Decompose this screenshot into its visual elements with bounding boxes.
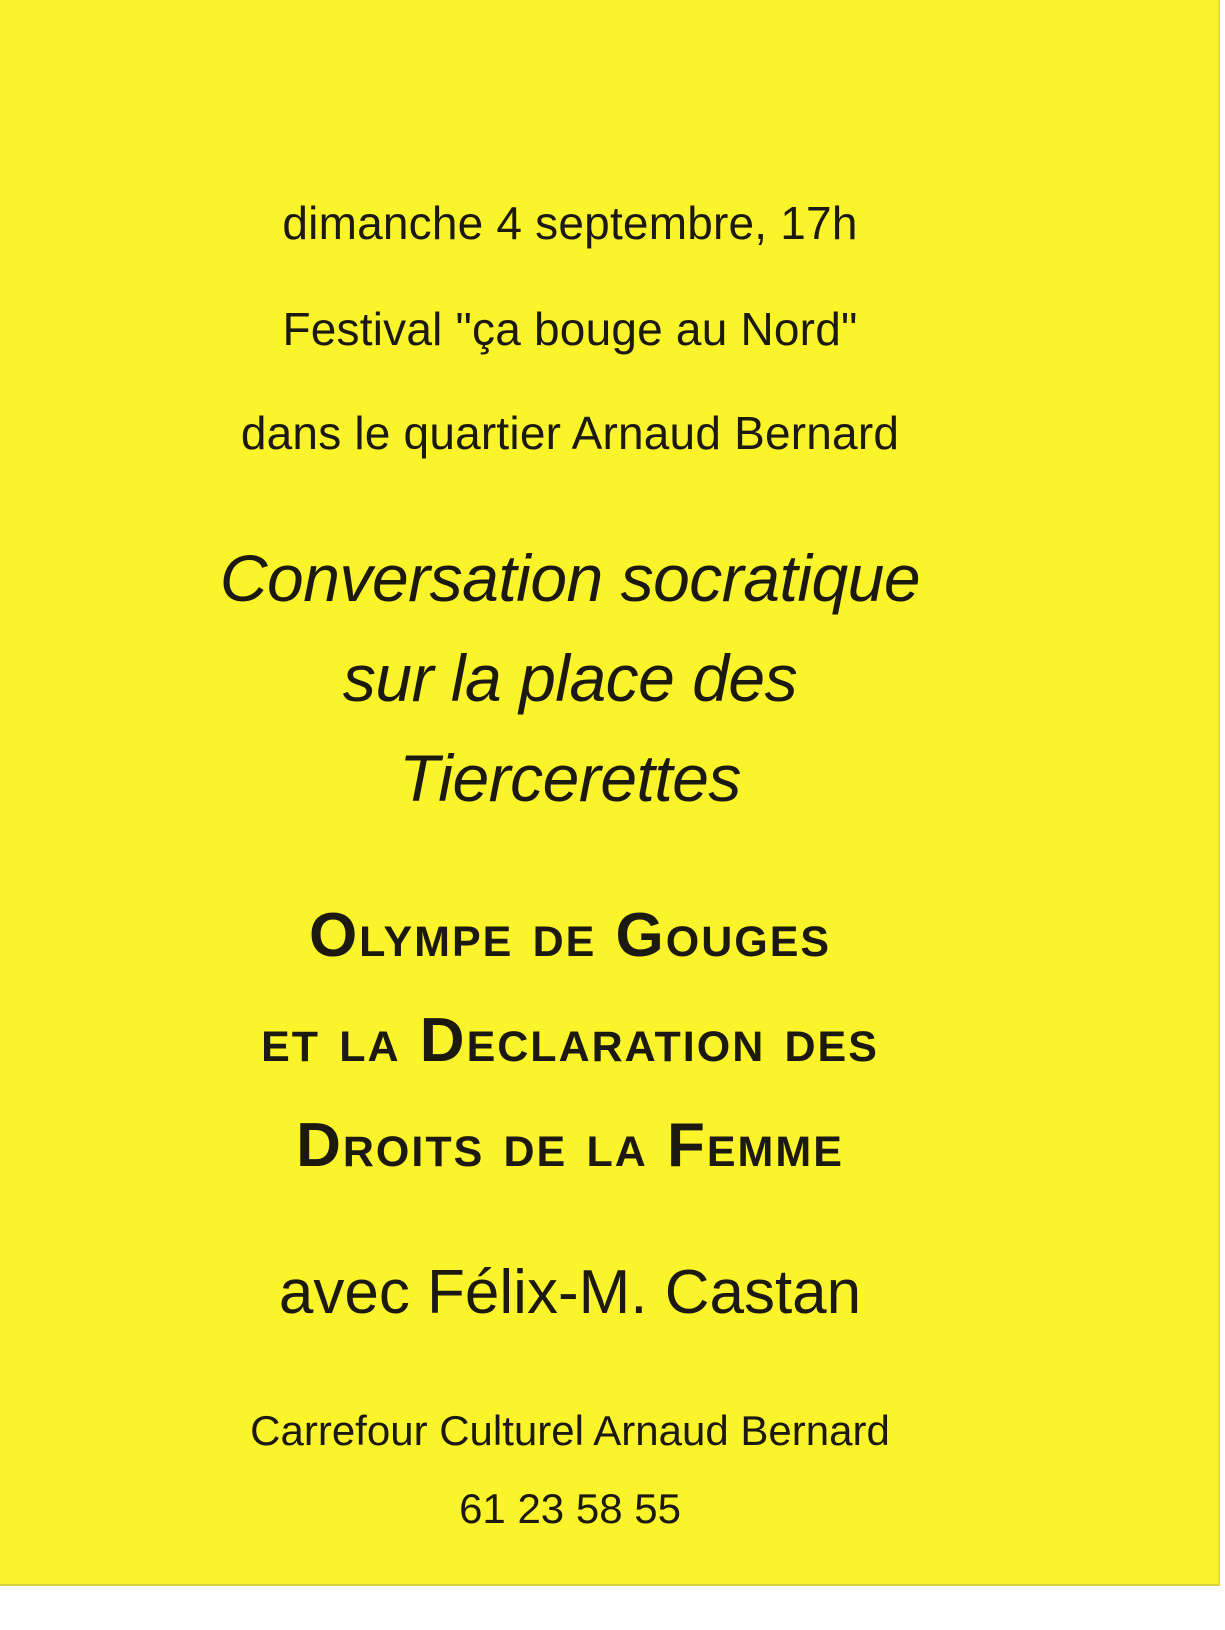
organizer-phone: 61 23 58 55	[459, 1485, 681, 1532]
conversation-line-1: Conversation socratique	[219, 541, 921, 615]
title-line-2: et la Declaration des	[261, 1006, 879, 1075]
title-line-3: Droits de la Femme	[296, 1111, 844, 1180]
organizer-name: Carrefour Culturel Arnaud Bernard	[250, 1407, 890, 1454]
festival-name: Festival "ça bouge au Nord"	[282, 303, 858, 355]
conversation-line-2: sur la place des	[342, 641, 798, 715]
event-date: dimanche 4 septembre, 17h	[282, 197, 858, 249]
event-location: dans le quartier Arnaud Bernard	[240, 407, 900, 459]
conversation-line-3: Tiercerettes	[399, 741, 741, 815]
title-line-1: Olympe de Gouges	[308, 901, 832, 970]
speaker: avec Félix-M. Castan	[278, 1258, 862, 1327]
